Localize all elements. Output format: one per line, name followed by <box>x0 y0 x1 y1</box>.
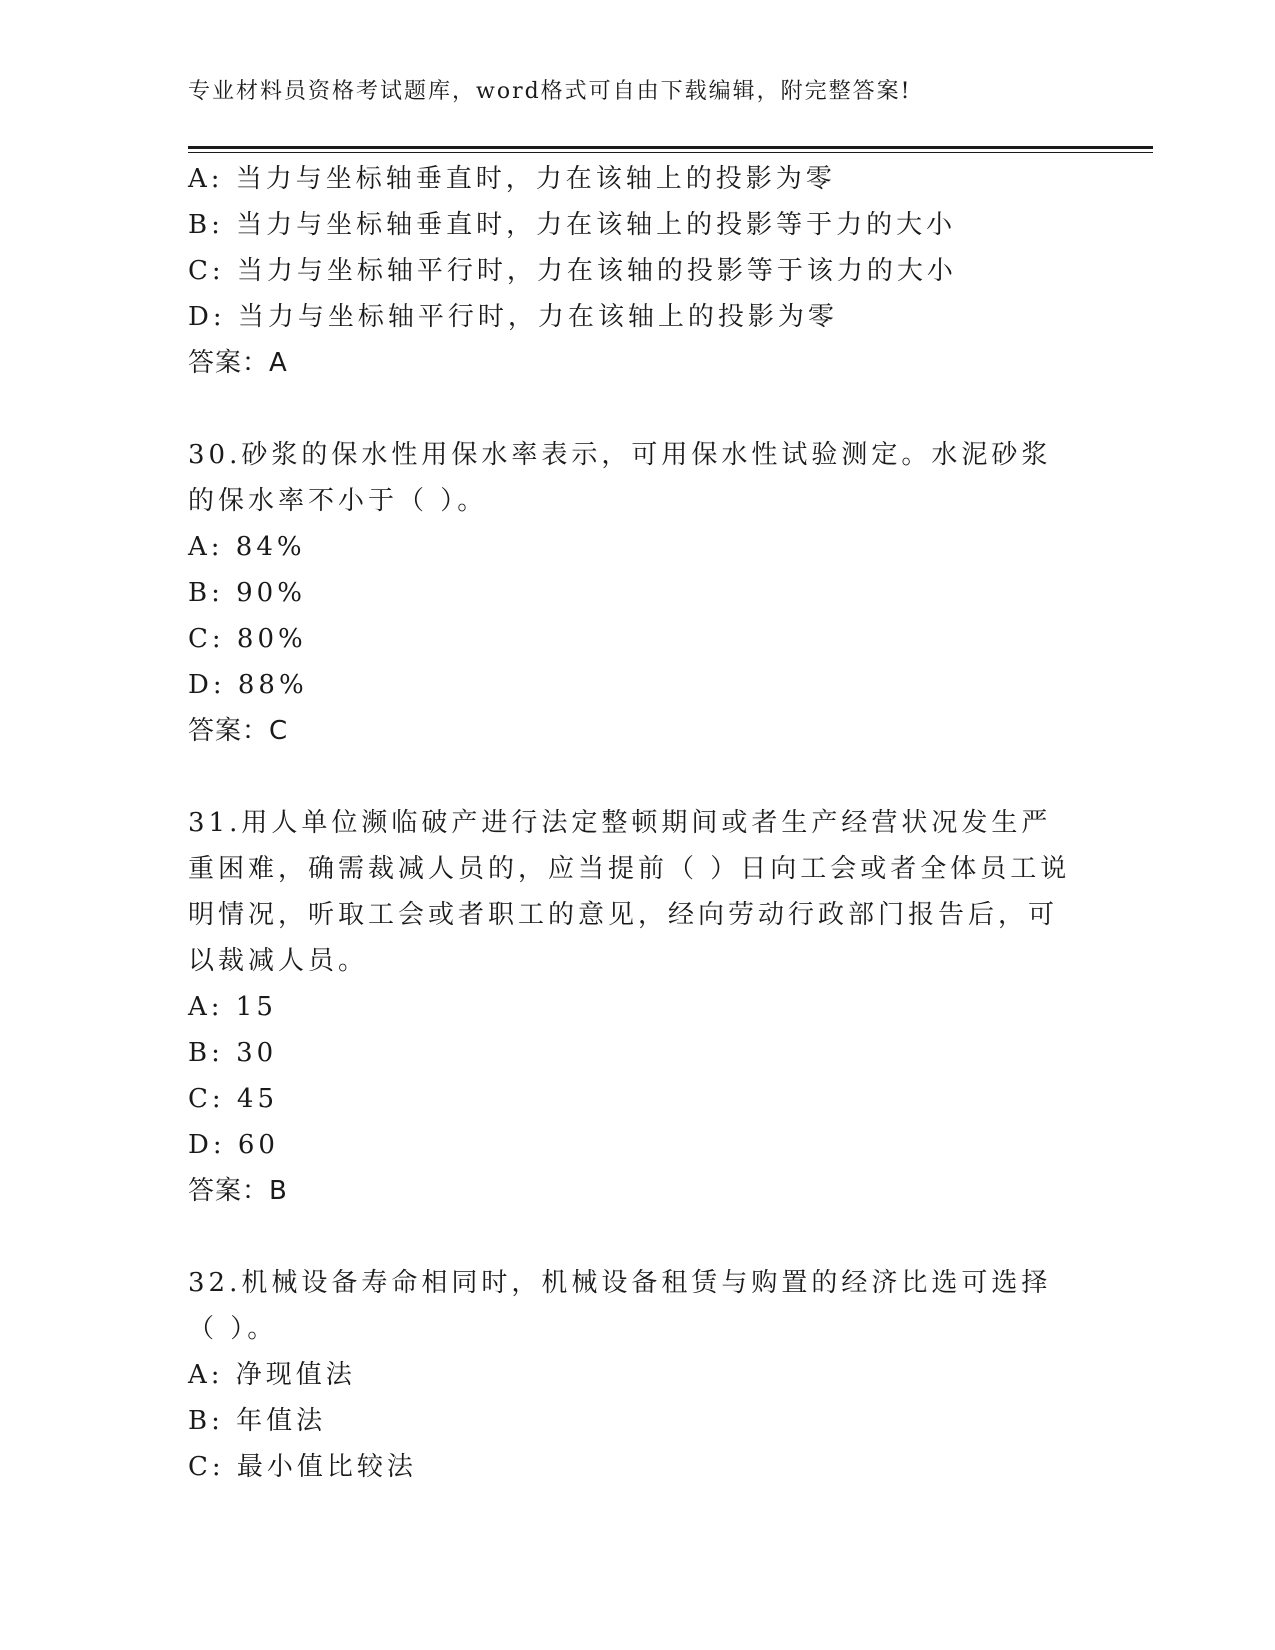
spacer <box>188 386 1088 432</box>
page-header: 专业材料员资格考试题库，word格式可自由下载编辑，附完整答案! <box>188 79 912 104</box>
question-text: 31.用人单位濒临破产进行法定整顿期间或者生产经营状况发生严重困难，确需裁减人员的，应当提前（ ）日向工会或者全体员工说明情况，听取工会或者职工的意见，经向劳动行政部门报告后，可以裁减人员。 <box>188 808 1071 976</box>
option-b: B: 年值法 <box>188 1406 327 1436</box>
option-a: A: 当力与坐标轴垂直时，力在该轴上的投影为零 <box>188 164 836 194</box>
option-c: C: 80% <box>188 624 307 654</box>
option-d: D: 88% <box>188 670 308 700</box>
question-block-30 <box>188 432 1088 754</box>
question-block-29 <box>188 156 1088 386</box>
option-c: C: 当力与坐标轴平行时，力在该轴的投影等于该力的大小 <box>188 256 957 286</box>
option-a: A: 84% <box>188 532 306 562</box>
header-rule-thick <box>188 146 1153 149</box>
answer-label: 答案：A <box>188 348 288 378</box>
option-b: B: 30 <box>188 1038 278 1068</box>
option-a: A: 净现值法 <box>188 1360 356 1390</box>
option-d: D: 当力与坐标轴平行时，力在该轴上的投影为零 <box>188 302 838 332</box>
answer-label: 答案：C <box>188 716 289 746</box>
option-b: B: 90% <box>188 578 306 608</box>
option-a: A: 15 <box>188 992 277 1022</box>
header-rule-thin <box>188 152 1153 153</box>
question-text: 30.砂浆的保水性用保水率表示，可用保水性试验测定。水泥砂浆的保水率不小于（ ）。 <box>188 440 1052 516</box>
option-c: C: 45 <box>188 1084 279 1114</box>
option-d: D: 60 <box>188 1130 279 1160</box>
question-block-32 <box>188 1260 1088 1490</box>
spacer <box>188 1214 1088 1260</box>
option-c: C: 最小值比较法 <box>188 1452 417 1482</box>
spacer <box>188 754 1088 800</box>
question-text: 32.机械设备寿命相同时，机械设备租赁与购置的经济比选可选择（ ）。 <box>188 1268 1052 1344</box>
option-b: B: 当力与坐标轴垂直时，力在该轴上的投影等于力的大小 <box>188 210 957 240</box>
answer-label: 答案：B <box>188 1176 288 1206</box>
question-list <box>188 156 1088 1490</box>
question-block-31 <box>188 800 1088 1214</box>
